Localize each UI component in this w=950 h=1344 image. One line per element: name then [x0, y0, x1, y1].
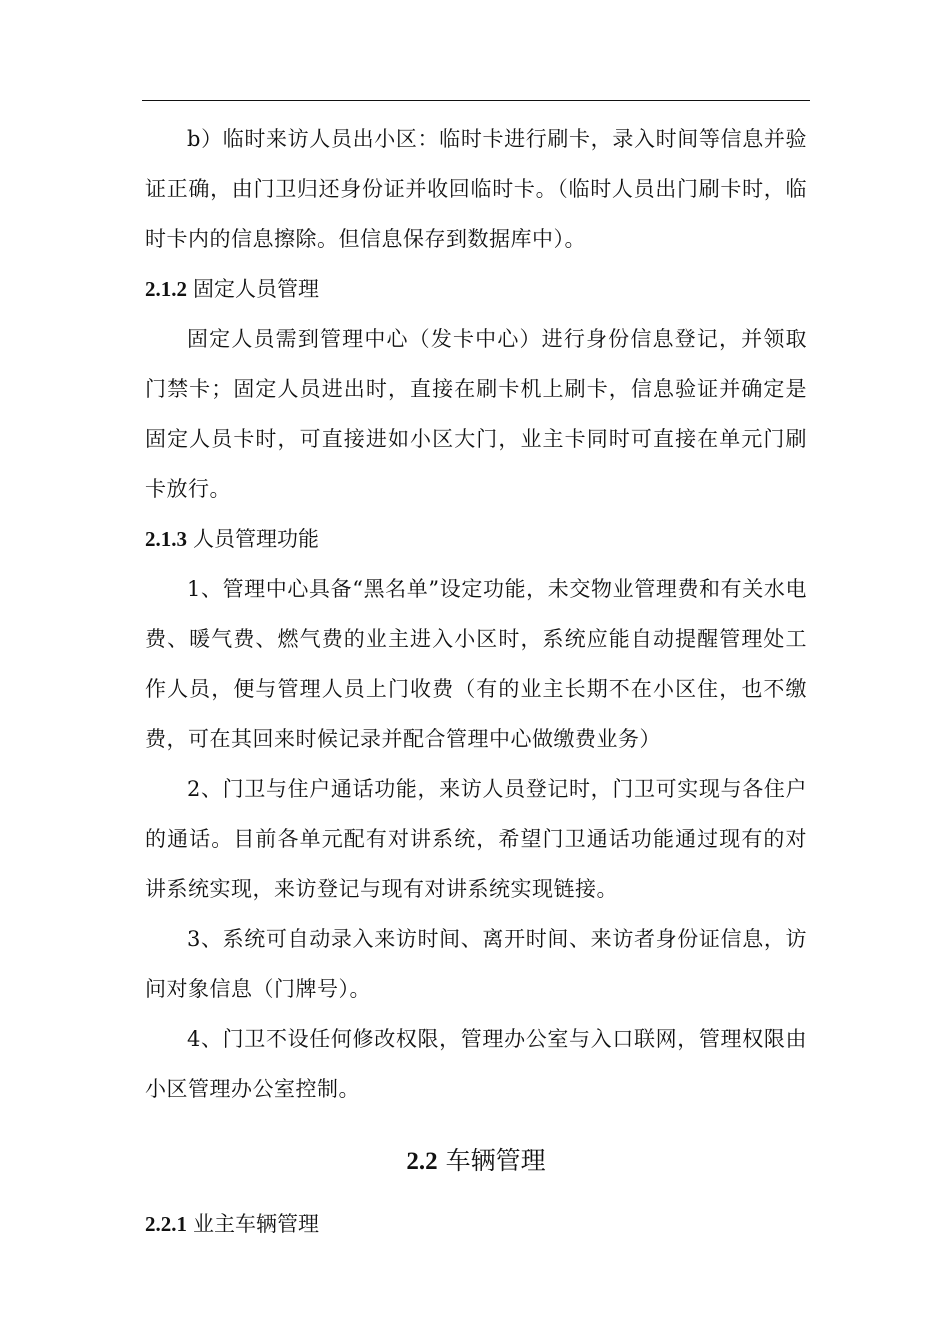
header-rule: [142, 100, 810, 101]
section-heading-2-1-2: [145, 264, 807, 314]
section-heading-2-1-3: [145, 514, 807, 564]
document-body: [145, 114, 807, 1249]
paragraph-auto-record: 3、系统可自动录入来访时间、离开时间、来访者身份证信息，访问对象信息（门牌号）。: [145, 927, 807, 1001]
section-number: 2.1.3: [145, 527, 187, 551]
paragraph-temporary-visitor-exit: b）临时来访人员出小区：临时卡进行刷卡，录入时间等信息并验证正确，由门卫归还身份证并收回临时卡。（临时人员出门刷卡时，临时卡内的信息擦除。但信息保存到数据库中）。: [145, 127, 807, 251]
section-title: 业主车辆管理: [193, 1212, 319, 1236]
section-title: 车辆管理: [445, 1146, 546, 1175]
paragraph-blacklist-function: 1、管理中心具备“黑名单”设定功能，未交物业管理费和有关水电费、暖气费、燃气费的业主进入小区时，系统应能自动提醒管理处工作人员，便与管理人员上门收费（有的业主长期不在小区住，也不缴费，可在其回来时候记录并配合管理中心做缴费业务）: [145, 577, 807, 751]
paragraph-intercom-function: 2、门卫与住户通话功能，来访人员登记时，门卫可实现与各住户的通话。目前各单元配有对讲系统，希望门卫通话功能通过现有的对讲系统实现，来访登记与现有对讲系统实现链接。: [145, 777, 807, 901]
section-number: 2.2.1: [145, 1212, 187, 1236]
section-title: 人员管理功能: [193, 527, 319, 551]
section-number: 2.1.2: [145, 277, 187, 301]
section-title: 固定人员管理: [193, 277, 319, 301]
paragraph-permissions: 4、门卫不设任何修改权限，管理办公室与入口联网，管理权限由小区管理办公室控制。: [145, 1027, 807, 1101]
paragraph-fixed-personnel: 固定人员需到管理中心（发卡中心）进行身份信息登记，并领取门禁卡；固定人员进出时，直接在刷卡机上刷卡，信息验证并确定是固定人员卡时，可直接进如小区大门，业主卡同时可直接在单元门刷卡放行。: [145, 327, 807, 501]
section-heading-2-2-1: [145, 1199, 807, 1249]
section-heading-2-2: [145, 1136, 807, 1187]
section-number: 2.2: [406, 1148, 438, 1175]
